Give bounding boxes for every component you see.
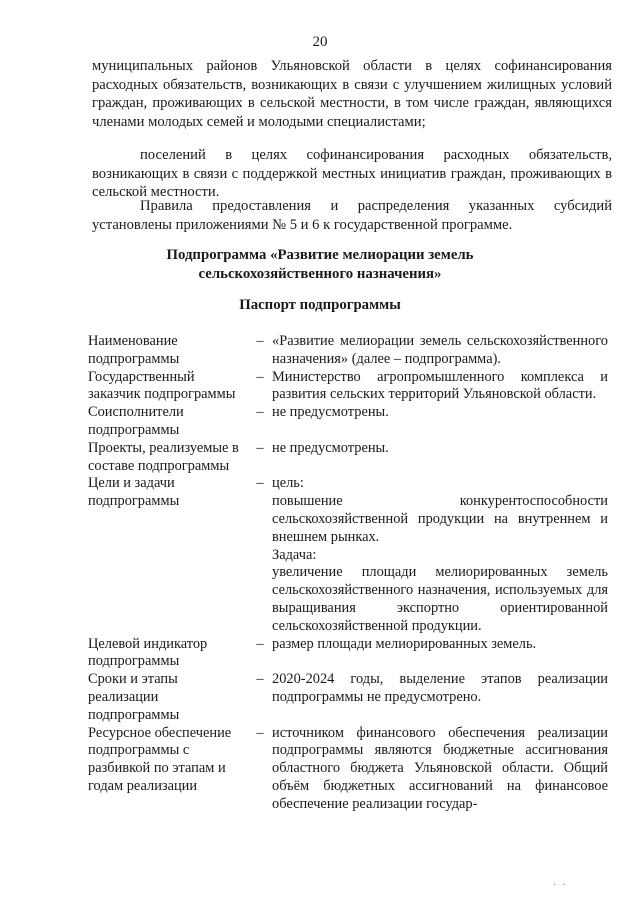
scan-speck: · · (552, 880, 568, 891)
passport-row-terms (88, 671, 608, 724)
row-dash: – (256, 368, 264, 385)
row-value: не предусмотрены. (272, 404, 389, 421)
paragraph-text: Правила предоставления и распределения указанных субсидий установлены приложениями № 5 и 6 к государственной программе. (92, 198, 612, 233)
row-value: источником финансового обеспечения реализации подпрограммы являются бюджетные ассигнования областного бюджета Ульяновской области. Общий объём бюджетных ассигнований на финансовое обеспечение реализации государ- (272, 724, 608, 812)
row-label: Наименование подпрограммы (88, 333, 180, 367)
row-value: не предусмотрены. (272, 439, 389, 456)
passport-title: Паспорт подпрограммы (239, 297, 401, 313)
row-value: размер площади мелиорированных земель. (272, 635, 537, 652)
row-dash: – (256, 475, 264, 492)
paragraph-3 (92, 197, 612, 234)
page-number: 20 (312, 34, 328, 50)
passport-row-name (88, 333, 608, 369)
passport-row-resources (88, 725, 608, 814)
row-dash: – (256, 333, 264, 349)
paragraph-text: муниципальных районов Ульяновской области в целях софинансирования расходных обязательств, возникающих в связи с улучшением жилищных условий граждан, проживающих в сельской местности, в том числе граждан, являющихся членами молодых семей и молодыми специалистами; (92, 58, 612, 130)
paragraph-1 (92, 57, 612, 131)
row-label: Сроки и этапы реализации подпрограммы (88, 671, 180, 723)
row-label: Соисполнители подпрограммы (88, 404, 184, 438)
row-label: Государственный заказчик подпрограммы (88, 368, 236, 403)
row-label: Цели и задачи подпрограммы (88, 475, 180, 510)
passport-row-customer (88, 369, 608, 405)
row-dash: – (256, 404, 264, 421)
row-label: Проекты, реализуемые в составе подпрограммы (88, 439, 239, 474)
passport-row-goals (88, 475, 608, 635)
row-dash: – (256, 724, 264, 741)
row-dash: – (256, 439, 264, 456)
goal-heading: цель: (272, 475, 304, 492)
row-dash: – (256, 635, 264, 652)
row-value: Министерство агропромышленного комплекса и развития сельских территорий Ульяновской области. (272, 368, 608, 403)
goal-text: повышение конкурентоспособности сельскохозяйственной продукции на внутреннем и внешнем рынках. (272, 493, 608, 545)
passport-table (88, 333, 608, 814)
row-value (272, 475, 608, 635)
row-label: Ресурсное обеспечение подпрограммы с разбивкой по этапам и годам реализации (88, 724, 232, 794)
task-heading: Задача: (272, 546, 317, 563)
passport-row-indicator (88, 636, 608, 672)
row-value: 2020-2024 годы, выделение этапов реализации подпрограммы не предусмотрено. (272, 671, 608, 705)
subprogram-title (0, 246, 640, 284)
passport-row-coexecutors (88, 404, 608, 440)
paragraph-text: поселений в целях софинансирования расходных обязательств, возникающих в связи с поддержкой местных инициатив граждан, проживающих в сельской местности. (92, 147, 612, 201)
row-value: «Развитие мелиорации земель сельскохозяйственного назначения» (далее – подпрограмма). (272, 333, 608, 367)
row-label: Целевой индикатор подпрограммы (88, 635, 208, 670)
passport-row-projects (88, 440, 608, 476)
task-text: увеличение площади мелиорированных земель сельскохозяйственного назначения, используемых для выращивания экспортно ориентированной сельскохозяйственной продукции. (272, 564, 608, 634)
paragraph-2 (92, 146, 612, 202)
row-dash: – (256, 671, 264, 688)
subprogram-title-line-2: сельскохозяйственного назначения» (198, 266, 442, 282)
subprogram-title-line-1: Подпрограмма «Развитие мелиорации земель (166, 247, 474, 263)
